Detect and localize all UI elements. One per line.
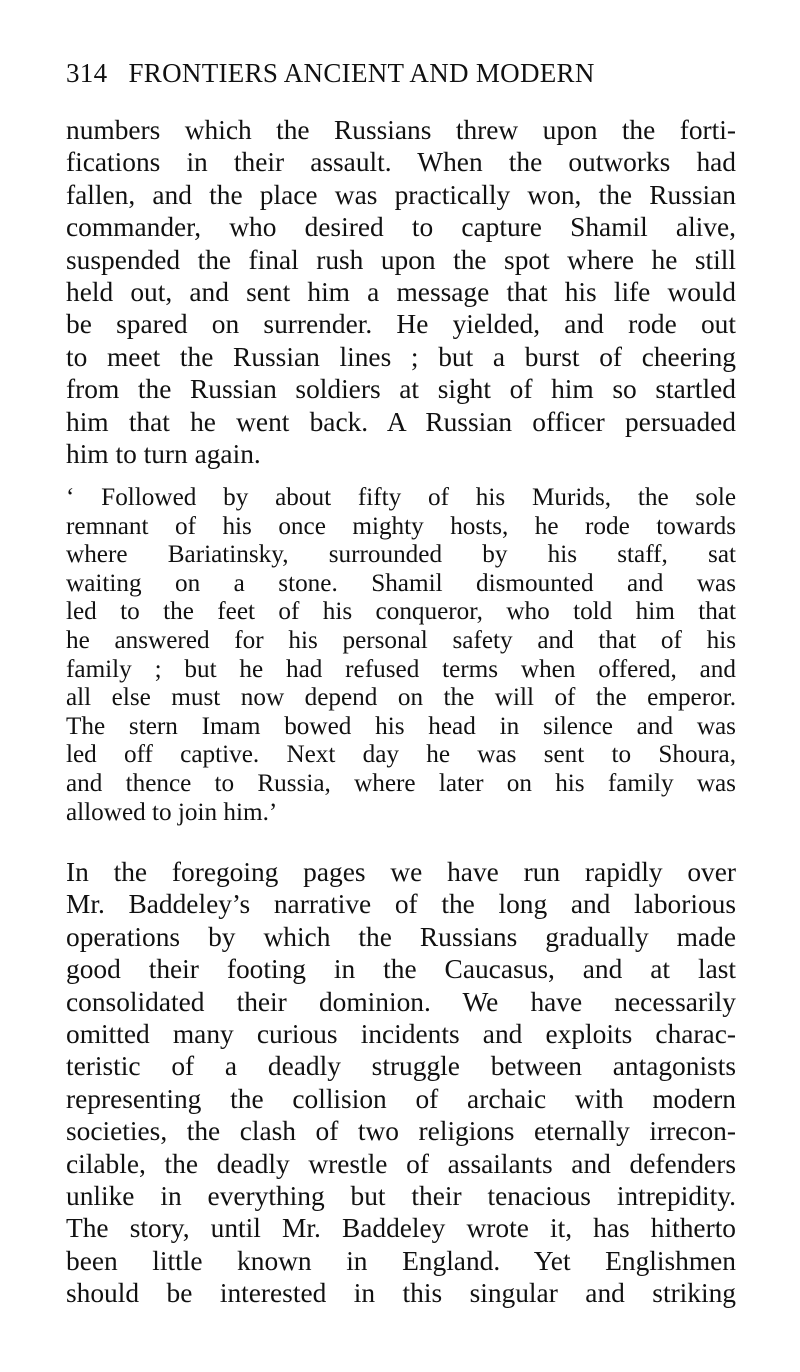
text-line: fallen, and the place was practically won, the Russian bbox=[66, 179, 736, 210]
text-line: to meet the Russian lines ; but a burst of cheering bbox=[66, 341, 736, 372]
text-line: fications in their assault. When the outworks had bbox=[66, 147, 736, 178]
quote-line: remnant of his once mighty hosts, he rode towards bbox=[66, 512, 736, 540]
text-line: cilable, the deadly wrestle of assailants and defenders bbox=[66, 1148, 736, 1179]
text-line: societies, the clash of two religions eternally irrecon- bbox=[66, 1116, 736, 1147]
text-line: been little known in England. Yet Englishmen bbox=[66, 1245, 736, 1276]
text-line: numbers which the Russians threw upon the forti- bbox=[66, 115, 736, 145]
text-line: be spared on surrender. He yielded, and rode out bbox=[66, 309, 736, 340]
block-quotation bbox=[66, 484, 736, 827]
text-line: consolidated their dominion. We have necessarily bbox=[66, 986, 736, 1017]
text-line: from the Russian soldiers at sight of him so startled bbox=[66, 374, 736, 405]
text-line: teristic of a deadly struggle between antagonists bbox=[66, 1051, 736, 1082]
quote-line: ‘ Followed by about fifty of his Murids, the sole bbox=[66, 484, 736, 511]
quote-line: allowed to join him.’ bbox=[66, 798, 278, 826]
quote-line: he answered for his personal safety and that of his bbox=[66, 626, 736, 654]
text-line: commander, who desired to capture Shamil alive, bbox=[66, 212, 736, 243]
text-line: him to turn again. bbox=[66, 438, 261, 469]
quote-line: where Bariatinsky, surrounded by his staff, sat bbox=[66, 541, 736, 569]
text-line: should be interested in this singular and striking bbox=[66, 1278, 736, 1309]
text-line: suspended the final rush upon the spot where he still bbox=[66, 244, 736, 275]
text-line: In the foregoing pages we have run rapidly over bbox=[66, 857, 736, 887]
paragraph-narrative bbox=[66, 114, 736, 470]
quote-line: waiting on a stone. Shamil dismounted and was bbox=[66, 569, 736, 597]
text-line: held out, and sent him a message that his life would bbox=[66, 276, 736, 307]
quote-line: The stern Imam bowed his head in silence and was bbox=[66, 712, 736, 740]
running-header bbox=[66, 58, 595, 89]
text-line: unlike in everything but their tenacious intrepidity. bbox=[66, 1180, 736, 1211]
quote-line: led off captive. Next day he was sent to Shoura, bbox=[66, 741, 736, 769]
text-line: him that he went back. A Russian officer persuaded bbox=[66, 406, 736, 437]
paragraph-commentary bbox=[66, 856, 736, 1309]
text-line: representing the collision of archaic with modern bbox=[66, 1083, 736, 1114]
quote-line: and thence to Russia, where later on his family was bbox=[66, 769, 736, 797]
quote-line: all else must now depend on the will of the emperor. bbox=[66, 684, 736, 712]
running-title: FRONTIERS ANCIENT AND MODERN bbox=[128, 58, 595, 88]
text-line: Mr. Baddeley’s narrative of the long and laborious bbox=[66, 889, 736, 920]
text-line: The story, until Mr. Baddeley wrote it, has hitherto bbox=[66, 1213, 736, 1244]
quote-line: led to the feet of his conqueror, who told him that bbox=[66, 598, 736, 626]
text-line: omitted many curious incidents and exploits charac- bbox=[66, 1018, 736, 1049]
text-line: good their footing in the Caucasus, and at last bbox=[66, 954, 736, 985]
quote-line: family ; but he had refused terms when offered, and bbox=[66, 655, 736, 683]
page-number: 314 bbox=[66, 58, 108, 88]
text-line: operations by which the Russians gradually made bbox=[66, 921, 736, 952]
